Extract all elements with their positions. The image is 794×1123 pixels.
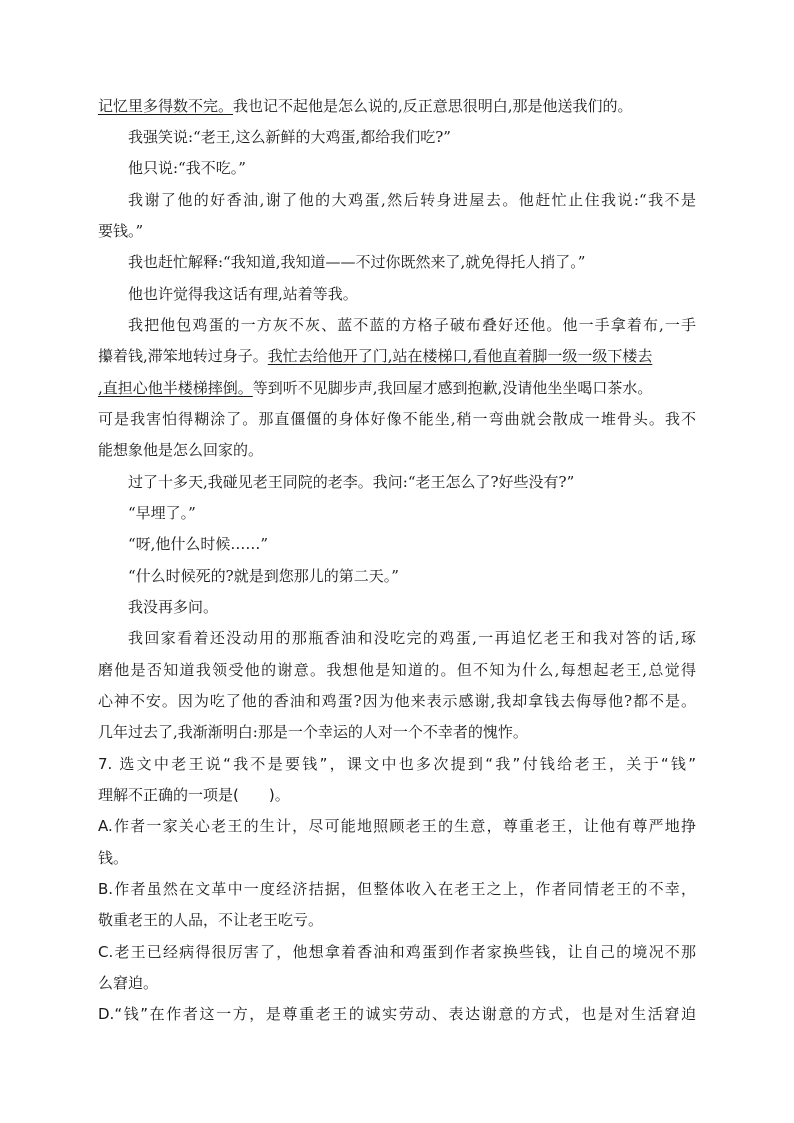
passage-text: 等到听不见脚步声,我回屋才感到抱歉,没请他坐坐喝口茶水。 xyxy=(252,379,653,397)
option-c: 么窘迫。 xyxy=(98,974,159,992)
underlined-sentence: ,直担心他半楼梯摔倒。 xyxy=(98,379,253,397)
passage-line: 几年过去了,我渐渐明白:那是一个幸运的人对一个不幸者的愧怍。 xyxy=(98,723,528,741)
passage-paragraph: 过了十多天,我碰见老王同院的老李。我问:“老王怎么了?好些没有?” xyxy=(128,473,575,491)
passage-paragraph: 我没再多问。 xyxy=(128,598,219,616)
passage-text: 我也记不起他是怎么说的,反正意思很明白,那是他送我们的。 xyxy=(233,97,633,115)
option-b: 敬重老王的人品，不让老王吃亏。 xyxy=(98,911,324,929)
passage-line: 磨他是否知道我领受他的谢意。我想他是知道的。但不知为什么,每想起老王,总觉得 xyxy=(98,661,696,679)
passage-line: 心神不安。因为吃了他的香油和鸡蛋?因为他来表示感谢,我却拿钱去侮辱他?都不是。 xyxy=(98,692,696,710)
question-stem: 理解不正确的一项是( )。 xyxy=(98,786,290,804)
passage-paragraph: 我也赶忙解释:“我知道,我知道——不过你既然来了,就免得托人捎了。” xyxy=(128,253,586,271)
passage-paragraph: “早埋了。” xyxy=(128,504,196,522)
passage-paragraph: 他只说:“我不吃。” xyxy=(128,159,246,177)
underlined-sentence: 记忆里多得数不完。 xyxy=(98,97,234,115)
underlined-sentence: 我忙去给他开了门,站在楼梯口,看他直着脚一级一级下楼去 xyxy=(267,347,653,365)
option-d: D.“钱”在作者这一方，是尊重老王的诚实劳动、表达谢意的方式，也是对生活窘迫 xyxy=(98,1005,696,1023)
passage-paragraph: 我强笑说:“老王,这么新鲜的大鸡蛋,都给我们吃?” xyxy=(128,128,451,146)
option-a: 钱。 xyxy=(98,849,129,867)
passage-line: 可是我害怕得糊涂了。那直僵僵的身体好像不能坐,稍一弯曲就会散成一堆骨头。我不 xyxy=(98,410,696,428)
passage-line xyxy=(98,346,652,366)
passage-paragraph: “呀,他什么时候……” xyxy=(128,535,269,553)
question-stem: 7. 选文中老王说“我不是要钱”，课文中也多次提到“我”付钱给老王，关于“钱” xyxy=(98,755,696,773)
passage-paragraph: “什么时候死的?就是到您那儿的第二天。” xyxy=(128,567,399,585)
passage-paragraph: 他也许觉得我这话有理,站着等我。 xyxy=(128,285,358,303)
option-b: B.作者虽然在文革中一度经济拮据，但整体收入在老王之上，作者同情老王的不幸， xyxy=(98,880,696,898)
passage-paragraph: 我回家看着还没动用的那瓶香油和没吃完的鸡蛋,一再追忆老王和我对答的话,琢 xyxy=(128,629,696,647)
passage-line-0 xyxy=(98,96,633,116)
passage-text: 攥着钱,滞笨地转过身子。 xyxy=(98,347,268,365)
passage-line: 能想象他是怎么回家的。 xyxy=(98,441,264,459)
passage-paragraph: 我谢了他的好香油,谢了他的大鸡蛋,然后转身进屋去。他赶忙止住我说:“我不是 xyxy=(128,191,696,209)
option-a: A.作者一家关心老王的生计，尽可能地照顾老王的生意，尊重老王，让他有尊严地挣 xyxy=(98,817,696,835)
passage-paragraph: 我把他包鸡蛋的一方灰不灰、蓝不蓝的方格子破布叠好还他。他一手拿着布,一手 xyxy=(128,316,696,334)
option-c: C.老王已经病得很厉害了，他想拿着香油和鸡蛋到作者家换些钱，让自己的境况不那 xyxy=(98,943,696,961)
passage-line xyxy=(98,378,652,398)
passage-line: 要钱。” xyxy=(98,222,144,240)
